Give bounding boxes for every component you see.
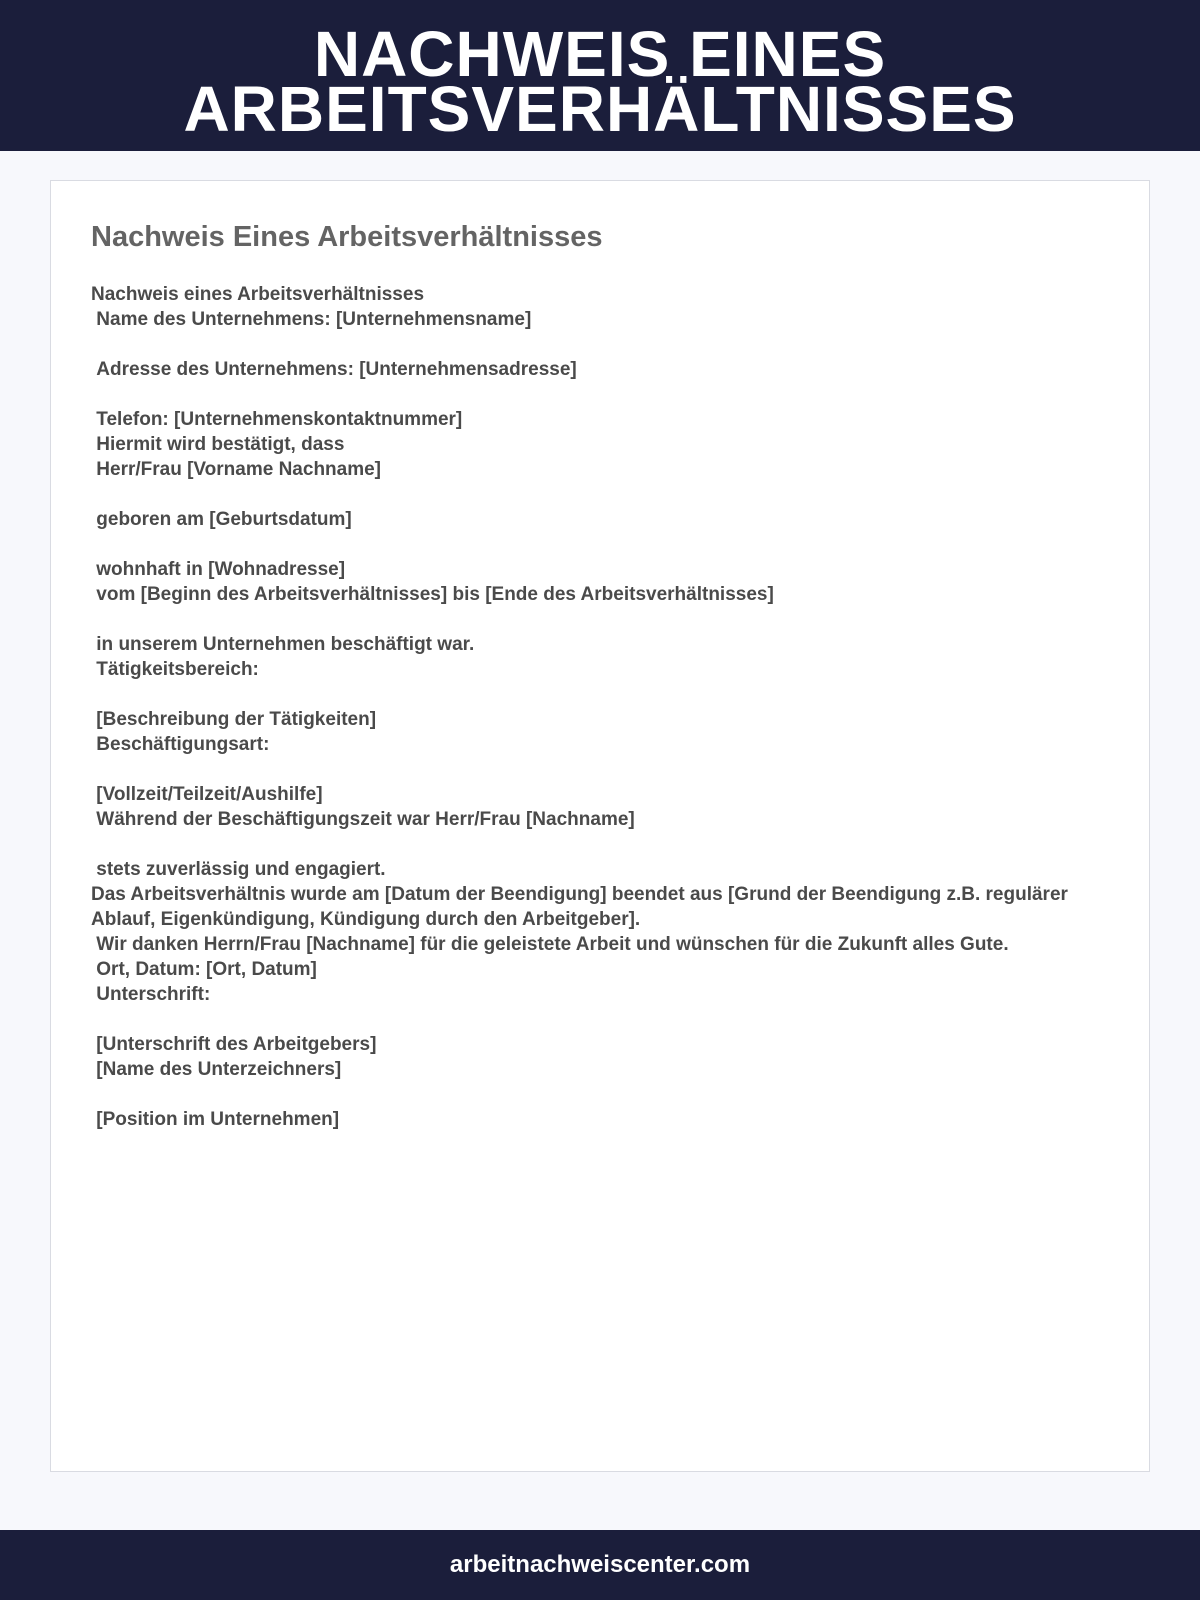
document-body: Nachweis eines Arbeitsverhältnisses Name des Unternehmens: [Unternehmensname] Adresse des Unternehmens: [Unternehmensadresse] Telefon: [Unternehmenskontaktnummer] Hiermit wird bestätigt, dass Herr/Frau [Vorname Nachname] geboren am [Geburtsdatum] wohnhaft in [Wohnadresse] vom [Beginn des Arbeitsverhältnisses] bis [Ende des Arbeitsverhältnisses] in unserem Unternehmen beschäftigt war. Tätigkeitsbereich: [Beschreibung der Tätigkeiten] Beschäftigungsart: [Vollzeit/Teilzeit/Aushilfe] Während der Beschäftigungszeit war Herr/Frau [Nachname] stets zuverlässig und engagiert. Das Arbeitsverhältnis wurde am [Datum der Beendigung] beendet aus [Grund der Beendigung z.B. regulärer Ablauf, Eigenkündigung, Kündigung durch den Arbeitgeber]. Wir danken Herrn/Frau [Nachname] für die geleistete Arbeit und wünschen für die Zukunft alles Gute. Ort, Datum: [Ort, Datum] Unterschrift: [Unterschrift des Arbeitgebers] [Name des Unterzeichners] [Position im Unternehmen] xyxy=(91,284,1068,1130)
page-header xyxy=(0,0,1200,151)
document-heading: Nachweis Eines Arbeitsverhältnisses xyxy=(91,221,603,253)
page-footer xyxy=(0,1530,1200,1600)
page-title: NACHWEIS EINES ARBEITSVERHÄLTNISSES xyxy=(183,18,1017,145)
document-card xyxy=(50,180,1150,1472)
footer-site-link[interactable]: arbeitnachweiscenter.com xyxy=(449,1551,751,1578)
